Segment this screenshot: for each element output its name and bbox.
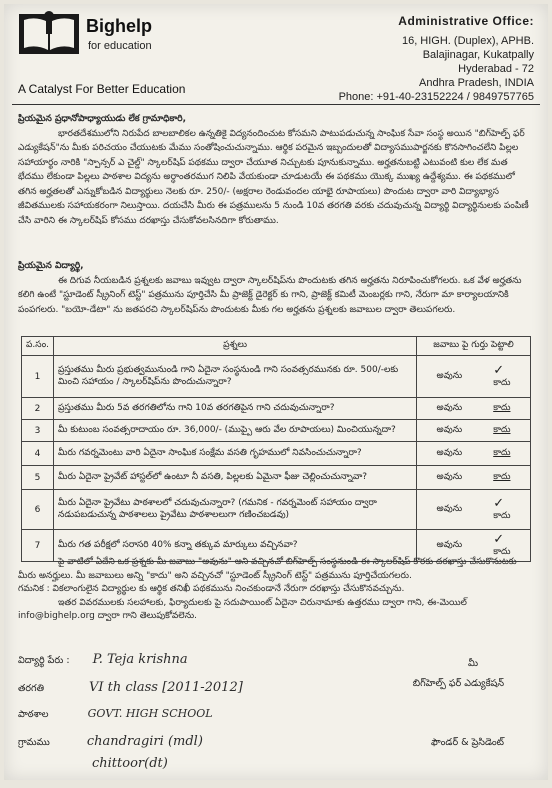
footer-paragraph-3: ఇతర వివరములకు సలహాలకు, ఫిర్యాదులకు పై సదుపాయింట్ ఏదైనా చిరునామాకు ఉత్తరము ద్వారా గాని, ఈ-మెయిల్ — [58, 597, 467, 608]
yes-option[interactable]: అవును — [436, 539, 463, 550]
row-number: 7 — [22, 530, 54, 562]
tagline: A Catalyst For Better Education — [18, 82, 186, 96]
table-row — [22, 442, 531, 466]
address-line: Andhra Pradesh, INDIA — [419, 77, 534, 89]
footer-paragraph-1: పై వాటిలో ఏదేని ఒక ప్రశ్నకు మీ జవాబు "అవును" అని వచ్చినచో బిగ్‌హెల్ప్ సంస్థనుండి ఈ స్కాలర్‌షిప్ కొరకు దరఖాస్తు చేసుకొనుటకు మీరు అనర్హులు. మీ జవాబులు అన్ని "కాదు" అని వచ్చినచో "స్టూడెంట్ స్క్రీనింగ్ టెస్ట్" పత్రమును పూర్తిచేయగలరు. — [18, 557, 517, 581]
yes-option[interactable]: అవును — [436, 370, 463, 381]
answer-cell[interactable] — [417, 466, 531, 490]
row-number: 1 — [22, 356, 54, 398]
class-row — [18, 680, 243, 696]
table-row — [22, 398, 531, 420]
brand-name: Bighelp — [86, 16, 152, 36]
brand-subtitle: for education — [88, 40, 152, 52]
book-logo-icon — [18, 10, 80, 56]
no-option[interactable]: కాదు — [493, 424, 511, 435]
table-header-row — [22, 337, 531, 356]
yes-option[interactable]: అవును — [436, 424, 463, 435]
answer-cell[interactable] — [417, 398, 531, 420]
yes-option[interactable]: అవును — [436, 402, 463, 413]
no-option[interactable]: కాదు — [493, 447, 511, 458]
office-title: Administrative Office: — [398, 14, 534, 28]
village-label: గ్రామము — [18, 737, 50, 748]
answer-cell[interactable] — [417, 420, 531, 442]
check-mark-icon: ✓ — [493, 496, 505, 511]
no-label: కాదు — [493, 511, 511, 521]
no-label: కాదు — [493, 378, 511, 388]
row-number: 5 — [22, 466, 54, 490]
class-label: తరగతి — [18, 683, 44, 694]
signature-closing: మీ — [467, 658, 478, 669]
row-number: 4 — [22, 442, 54, 466]
row-question: ప్రస్తుతము మీరు ప్రభుత్వమునుండి గాని ఏదైనా సంస్థనుండి గాని సంవత్సరమునకు రూ. 500/-లకు మించి సహాయం / స్కాలర్‌షిప్‌ను పొందుచున్నారా? — [54, 356, 417, 398]
village-row — [18, 734, 203, 750]
no-option[interactable] — [493, 363, 510, 390]
letter-body-2: ఈ దిగువ నీయబడిన ప్రశ్నలకు జవాబు ఇవ్వుట ద్వారా స్కాలర్‌షిప్‌ను పొందుటకు తగిన అర్హతను నిరూపించుకోగలరు. ఒక వేళ అర్హతను కలిగి ఉంటే "స్టూడెంట్ స్క్రీనింగ్ టెస్ట్" పత్రమును పూర్తిచేసి మీ ప్రాజెక్ట్ డైరెక్టర్ కు గాని, ప్రాజెక్ట్ కమిటీ మెంబర్లకు గాని, నేరుగా మా కార్యాలయానికి పంపగలరు. "బయో-డేటా" ను జతపరచి స్కాలర్‌షిప్‌ను పొందుటకు మీకు గల అర్హతను ప్రశ్నలకు జవాబుల ద్వారా తెలుపగలరు. — [18, 275, 522, 315]
questions-table — [21, 336, 531, 562]
check-mark-icon: ✓ — [493, 363, 505, 378]
letter-section-1 — [18, 112, 534, 228]
signature-title: ఫౌండర్ & ప్రెసిడెంట్ — [431, 737, 504, 748]
footer-notes — [18, 556, 534, 624]
letter-section-2 — [18, 259, 534, 317]
col-header-answer: జవాబు పై గుర్తు పెట్టాలి — [417, 337, 531, 356]
no-option[interactable] — [493, 496, 510, 523]
row-number: 2 — [22, 398, 54, 420]
row-number: 3 — [22, 420, 54, 442]
address-line: Hyderabad - 72 — [458, 63, 534, 75]
salutation-headmaster: ప్రియమైన ప్రధానోపాధ్యాయుడు లేక గ్రామాధికారి, — [18, 114, 187, 124]
student-name-label: విద్యార్థి పేరు : — [18, 655, 70, 666]
table-row — [22, 466, 531, 490]
header-divider — [12, 104, 540, 105]
school-label: పాఠశాల — [18, 709, 49, 720]
address-line: Balajinagar, Kukatpally — [422, 49, 534, 61]
row-question: మీ కుటుంబ సంవత్సరాదాయం రూ. 36,000/- (ముప్పై ఆరు వేల రూపాయలు) మించియున్నదా? — [54, 420, 417, 442]
row-question: మీరు గత పరీక్షలో సరాసరి 40% కన్నా తక్కువ మార్కులు వచ్చినవా? — [54, 530, 417, 562]
address-line: 16, HIGH. (Duplex), APHB. — [401, 35, 534, 47]
check-mark-icon: ✓ — [493, 532, 505, 547]
phone-line: Phone: +91-40-23152224 / 9849757765 — [338, 91, 534, 103]
yes-option[interactable]: అవును — [436, 503, 463, 514]
village-value[interactable]: chandragiri (mdl) — [86, 734, 203, 749]
signature-org: బిగ్‌హెల్ప్ ఫర్ ఎడ్యుకేషన్ — [412, 678, 504, 689]
no-option[interactable]: కాదు — [493, 471, 511, 482]
school-value[interactable]: GOVT. HIGH SCHOOL — [87, 707, 213, 720]
row-question: మీరు ఏదైనా ప్రైవేటు పాఠశాలలో చదువుచున్నారా? (గమనిక - గవర్నమెంట్ సహాయం ద్వారా నడుపబడుచున్న పాఠశాలలు ప్రైవేటు పాఠశాలలుగా గణించబడవు) — [54, 490, 417, 530]
letter-body-1: భారతదేశములోని నిరుపేద బాలబాలికల ఉన్నతికై విద్యనందించుట కోసమని పాటుపడుచున్న సాంఘిక సేవా సంస్థ అయిన "బిగ్‌హెల్ప్ ఫర్ ఎడ్యుకేషన్"ను మీకు పరిచయం చేయుటకు మేము సంతోషించుచున్నాము. ఆర్థిక పరమైన ఇబ్బందులతో విద్యాసముపార్జనకు కొనసాగించలేని పిల్లల సహాయార్థం నారికి "స్పాన్సర్ ఎ చైల్డ్" స్కాలర్‌షిప్ పథకము ద్వారా చేయూత నిచ్చుటకు పూనుకున్నాము. అర్హతనుబట్టి ఎటువంటి కుల లేక మత భేదము లేకుండా పిల్లలు పాఠశాల విద్యను అర్ధాంతరముగ నిలిపి వేయకుండా చూడుటయే ఈ పథకము యొక్క ముఖ్య ఉద్దేశ్యము. ఈ పథకములో తగిన అర్హతలతో ఎన్నుకోబడిన విద్యార్థులు నెలకు రూ. 250/- (అక్షరాల రెండువందల యాభై రూపాయలు) పొందుట ద్వారా వారి విద్యాభ్యాస జీవితములకు సహాయకరంగా నిలుస్తాయి. దయచేసి మీరు ఈ పత్రములను 5 నుండి 10వ తరగతి వరకు చదువుచున్న విద్యార్థి విద్యార్థినులకు పంపిణీ చేసి వారిని ఈ స్కాలర్‌షిప్ కోసము దరఖాస్తు చేసుకోవలసినదిగా కోరుతాము. — [18, 128, 529, 226]
answer-cell[interactable] — [417, 490, 531, 530]
table-row — [22, 420, 531, 442]
document-page — [4, 4, 548, 780]
class-value[interactable]: VI th class [2011-2012] — [89, 680, 243, 695]
no-option[interactable] — [493, 532, 510, 559]
col-header-question: ప్రశ్నలు — [54, 337, 417, 356]
col-header-number: ప.సం. — [22, 337, 54, 356]
footer-note: గమనిక : వికలాంగులైన విద్యార్థుల కు ఆర్థిక తనిఖీ పథకమును నించకుండానే నేరుగా దరఖాస్తు చేసుకొనవచ్చును. — [18, 584, 405, 594]
yes-option[interactable]: అవును — [436, 471, 463, 482]
district-value[interactable]: chittoor(dt) — [92, 756, 168, 771]
salutation-student: ప్రియమైన విద్యార్థి, — [18, 261, 84, 271]
row-question: మీరు ఏదైనా ప్రైవేట్ హాస్టల్‌లో ఉంటూ నీ వసతి, పిల్లలకు ఏమైనా ఫీజు చెల్లించుచున్నావా? — [54, 466, 417, 490]
row-number: 6 — [22, 490, 54, 530]
no-label: కాదు — [493, 547, 511, 557]
student-name-value[interactable]: P. Teja krishna — [92, 652, 188, 667]
office-address — [339, 34, 534, 104]
school-row — [18, 707, 213, 722]
yes-option[interactable]: అవును — [436, 447, 463, 458]
answer-cell[interactable] — [417, 356, 531, 398]
no-option[interactable]: కాదు — [493, 402, 511, 413]
table-row — [22, 356, 531, 398]
row-question: ప్రస్తుతము మీరు 5వ తరగతిలోను గాని 10వ తరగతిపైన గాని చదువుచున్నారా? — [54, 398, 417, 420]
answer-cell[interactable] — [417, 442, 531, 466]
student-name-row — [18, 652, 188, 668]
table-row — [22, 490, 531, 530]
row-question: మీరు గవర్నమెంటు వారి ఏదైనా సాంఘిక సంక్షేమ వసతి గృహములో నివసించుచున్నారా? — [54, 442, 417, 466]
footer-email-line: info@bighelp.org ద్వారా గాని తెలుపుకోవలెను. — [18, 611, 197, 621]
